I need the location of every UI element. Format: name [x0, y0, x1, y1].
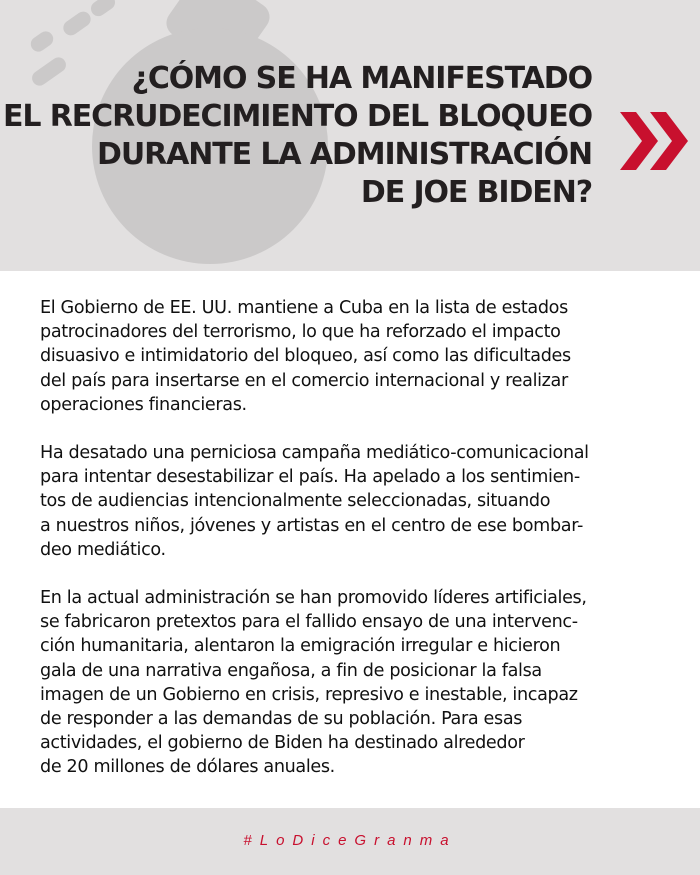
page-title — [3, 60, 592, 212]
text-line: tos de audiencias intencionalmente seleccionadas, situando — [40, 491, 551, 512]
text-line: actividades, el gobierno de Biden ha destinado alrededor — [40, 733, 525, 754]
text-line: gala de una narrativa engañosa, a fin de posicionar la falsa — [40, 660, 542, 681]
text-line: Ha desatado una perniciosa campaña mediático-comunicacional — [40, 443, 589, 464]
text-line: se fabricaron pretextos para el fallido ensayo de una intervenc- — [40, 612, 578, 633]
hashtag: #LoDiceGranma — [243, 832, 457, 849]
title-line: DE JOE BIDEN? — [360, 175, 592, 210]
title-line: DURANTE LA ADMINISTRACIÓN — [97, 137, 592, 172]
text-line: para intentar desestabilizar el país. Ha apelado a los sentimien- — [40, 467, 580, 488]
text-line: El Gobierno de EE. UU. mantiene a Cuba en la lista de estados — [40, 298, 568, 318]
title-line: ¿CÓMO SE HA MANIFESTADO — [131, 61, 592, 96]
text-line: operaciones financieras. — [40, 394, 247, 415]
article-body — [40, 296, 665, 804]
double-chevron-right-icon — [618, 112, 692, 170]
text-line: En la actual administración se han promovido líderes artificiales, — [40, 588, 587, 609]
text-line: patrocinadores del terrorismo, lo que ha reforzado el impacto — [40, 322, 561, 343]
text-line: de responder a las demandas de su población. Para esas — [40, 709, 523, 730]
title-line: EL RECRUDECIMIENTO DEL BLOQUEO — [3, 99, 592, 134]
text-line: del país para insertarse en el comercio internacional y realizar — [40, 370, 568, 391]
paragraph — [40, 586, 665, 780]
text-line: imagen de un Gobierno en crisis, represivo e inestable, incapaz — [40, 684, 578, 705]
text-line: ción humanitaria, alentaron la emigración irregular e hicieron — [40, 636, 561, 657]
paragraph — [40, 296, 665, 417]
footer-bar — [0, 808, 700, 875]
text-line: disuasivo e intimidatorio del bloqueo, así como las dificultades — [40, 346, 571, 367]
text-line: a nuestros niños, jóvenes y artistas en el centro de ese bombar- — [40, 515, 583, 536]
paragraph — [40, 441, 665, 562]
text-line: de 20 millones de dólares anuales. — [40, 757, 335, 778]
text-line: deo mediático. — [40, 539, 166, 560]
header-banner — [0, 0, 700, 271]
